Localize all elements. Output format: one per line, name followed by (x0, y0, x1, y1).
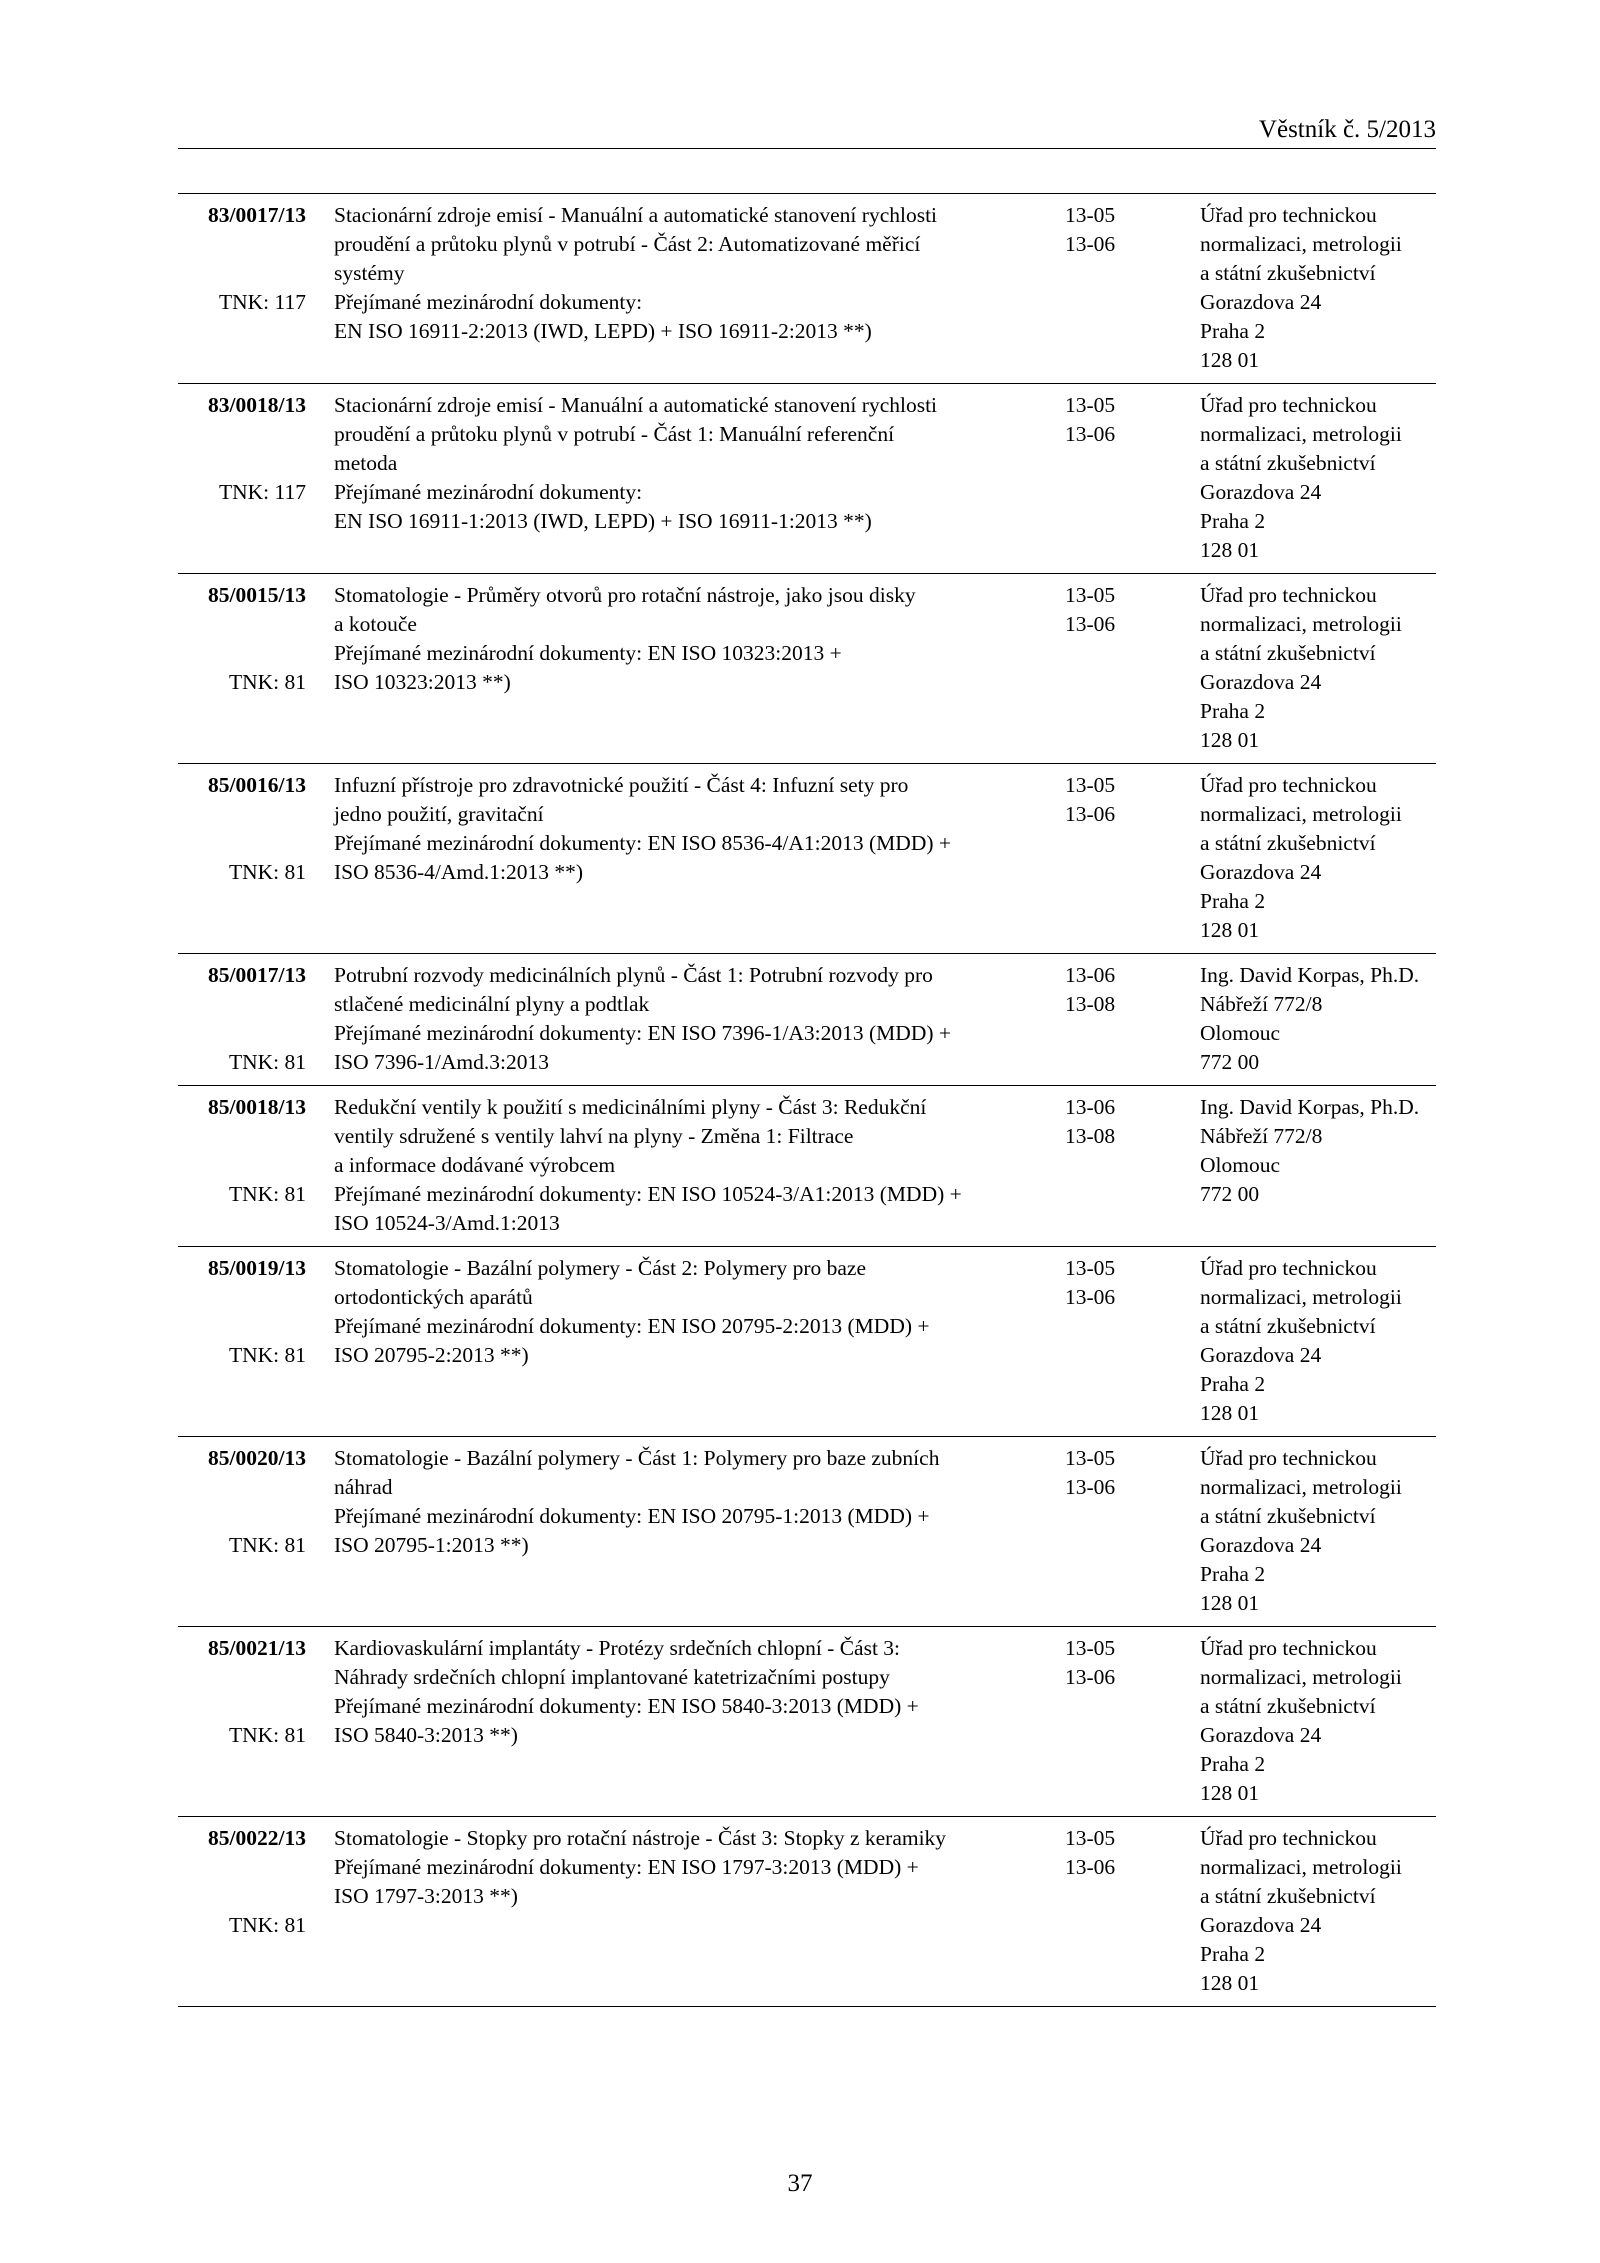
dates-cell (1065, 201, 1145, 259)
address-line: a státní zkušebnictví (1200, 831, 1376, 855)
standard-number: 85/0022/13 (208, 1826, 306, 1850)
description-line: ISO 10323:2013 **) (334, 670, 511, 694)
description-line: ISO 10524-3/Amd.1:2013 (334, 1211, 560, 1235)
address-line: 128 01 (1200, 538, 1260, 562)
dates-cell (1065, 581, 1145, 639)
address-line: Gorazdova 24 (1200, 860, 1322, 884)
tnk-label: TNK: 81 (228, 1723, 306, 1747)
entry-code-cell (178, 771, 306, 945)
description-line: jedno použití, gravitační (334, 802, 544, 826)
address-line: normalizaci, metrologii (1200, 232, 1402, 256)
tnk-label: TNK: 81 (228, 670, 306, 694)
date-value: 13-08 (1065, 992, 1116, 1016)
address-cell (1200, 391, 1440, 565)
entry-code-cell (178, 201, 306, 375)
date-value: 13-05 (1065, 583, 1116, 607)
description-line: a informace dodávané výrobcem (334, 1153, 616, 1177)
address-line: 772 00 (1200, 1182, 1260, 1206)
address-line: 128 01 (1200, 918, 1260, 942)
description-line: Náhrady srdečních chlopní implantované katetrizačními postupy (334, 1665, 890, 1689)
address-line: Úřad pro technickou (1200, 1446, 1377, 1470)
description-cell (334, 961, 1034, 1077)
tnk-label: TNK: 117 (219, 480, 306, 504)
address-line: normalizaci, metrologii (1200, 1475, 1402, 1499)
dates-cell (1065, 391, 1145, 449)
address-line: 128 01 (1200, 1971, 1260, 1995)
entry-code-cell (178, 1824, 306, 1998)
publication-title: Věstník č. 5/2013 (1258, 116, 1436, 143)
description-line: Přejímané mezinárodní dokumenty: EN ISO 20795-2:2013 (MDD) + (334, 1314, 930, 1338)
address-line: Praha 2 (1200, 699, 1266, 723)
description-line: Přejímané mezinárodní dokumenty: EN ISO 20795-1:2013 (MDD) + (334, 1504, 930, 1528)
address-line: Praha 2 (1200, 1562, 1266, 1586)
address-cell (1200, 201, 1440, 375)
description-cell (334, 1634, 1034, 1750)
date-value: 13-06 (1065, 1665, 1116, 1689)
address-cell (1200, 1254, 1440, 1428)
description-line: Redukční ventily k použití s medicinálními plyny - Část 3: Redukční (334, 1095, 927, 1119)
date-value: 13-06 (1065, 802, 1116, 826)
address-cell (1200, 1093, 1440, 1209)
date-value: 13-06 (1065, 1095, 1116, 1119)
description-cell (334, 201, 1034, 346)
description-cell (334, 391, 1034, 536)
description-cell (334, 1093, 1034, 1238)
date-value: 13-06 (1065, 1285, 1116, 1309)
standard-number: 83/0017/13 (208, 203, 306, 227)
standards-table (178, 193, 1436, 2007)
address-line: Praha 2 (1200, 1752, 1266, 1776)
address-line: Olomouc (1200, 1021, 1281, 1045)
date-value: 13-05 (1065, 1826, 1116, 1850)
description-line: Stomatologie - Průměry otvorů pro rotační nástroje, jako jsou disky (334, 583, 916, 607)
standard-number: 85/0020/13 (208, 1446, 306, 1470)
address-line: normalizaci, metrologii (1200, 422, 1402, 446)
description-line: Stomatologie - Stopky pro rotační nástroje - Část 3: Stopky z keramiky (334, 1826, 947, 1850)
date-value: 13-06 (1065, 1855, 1116, 1879)
description-line: Stomatologie - Bazální polymery - Část 2: Polymery pro baze (334, 1256, 867, 1280)
description-line: metoda (334, 451, 398, 475)
address-line: Úřad pro technickou (1200, 1256, 1377, 1280)
date-value: 13-08 (1065, 1124, 1116, 1148)
tnk-label: TNK: 81 (228, 1050, 306, 1074)
address-cell (1200, 1634, 1440, 1808)
date-value: 13-05 (1065, 773, 1116, 797)
address-line: Praha 2 (1200, 1372, 1266, 1396)
description-line: EN ISO 16911-1:2013 (IWD, LEPD) + ISO 16911-1:2013 **) (334, 509, 872, 533)
standard-number: 85/0019/13 (208, 1256, 306, 1280)
address-line: Praha 2 (1200, 319, 1266, 343)
date-value: 13-05 (1065, 1256, 1116, 1280)
address-line: Praha 2 (1200, 509, 1266, 533)
address-line: Gorazdova 24 (1200, 1723, 1322, 1747)
table-row (178, 1437, 1436, 1627)
description-line: proudění a průtoku plynů v potrubí - Část 1: Manuální referenční (334, 422, 895, 446)
standard-number: 85/0018/13 (208, 1095, 306, 1119)
address-cell (1200, 581, 1440, 755)
description-line: Přejímané mezinárodní dokumenty: EN ISO 10524-3/A1:2013 (MDD) + (334, 1182, 962, 1206)
address-line: 772 00 (1200, 1050, 1260, 1074)
date-value: 13-05 (1065, 1636, 1116, 1660)
description-line: náhrad (334, 1475, 393, 1499)
description-line: Potrubní rozvody medicinálních plynů - Část 1: Potrubní rozvody pro (334, 963, 933, 987)
description-cell (334, 1254, 1034, 1370)
address-cell (1200, 771, 1440, 945)
description-line: Přejímané mezinárodní dokumenty: EN ISO 5840-3:2013 (MDD) + (334, 1694, 919, 1718)
address-line: Gorazdova 24 (1200, 670, 1322, 694)
address-cell (1200, 1444, 1440, 1618)
date-value: 13-06 (1065, 963, 1116, 987)
tnk-label: TNK: 117 (219, 290, 306, 314)
description-line: ventily sdružené s ventily lahví na plyny - Změna 1: Filtrace (334, 1124, 854, 1148)
table-row (178, 384, 1436, 574)
tnk-label: TNK: 81 (228, 1182, 306, 1206)
address-cell (1200, 961, 1440, 1077)
address-line: a státní zkušebnictví (1200, 641, 1376, 665)
address-line: a státní zkušebnictví (1200, 451, 1376, 475)
address-line: Gorazdova 24 (1200, 1913, 1322, 1937)
address-line: Praha 2 (1200, 889, 1266, 913)
standard-number: 83/0018/13 (208, 393, 306, 417)
address-line: Ing. David Korpas, Ph.D. (1200, 1095, 1420, 1119)
description-line: stlačené medicinální plyny a podtlak (334, 992, 650, 1016)
address-line: Gorazdova 24 (1200, 290, 1322, 314)
description-line: Přejímané mezinárodní dokumenty: (334, 290, 643, 314)
date-value: 13-06 (1065, 612, 1116, 636)
date-value: 13-06 (1065, 1475, 1116, 1499)
table-row (178, 1247, 1436, 1437)
description-line: ISO 1797-3:2013 **) (334, 1884, 518, 1908)
address-line: 128 01 (1200, 1781, 1260, 1805)
table-row (178, 1817, 1436, 2007)
description-line: Infuzní přístroje pro zdravotnické použití - Část 4: Infuzní sety pro (334, 773, 909, 797)
address-line: Gorazdova 24 (1200, 480, 1322, 504)
description-line: Stacionární zdroje emisí - Manuální a automatické stanovení rychlosti (334, 203, 938, 227)
description-line: a kotouče (334, 612, 417, 636)
address-line: normalizaci, metrologii (1200, 1285, 1402, 1309)
dates-cell (1065, 771, 1145, 829)
address-line: 128 01 (1200, 728, 1260, 752)
page-number: 37 (787, 2170, 813, 2197)
description-line: ISO 8536-4/Amd.1:2013 **) (334, 860, 584, 884)
address-line: a státní zkušebnictví (1200, 1884, 1376, 1908)
entry-code-cell (178, 1093, 306, 1238)
description-cell (334, 771, 1034, 887)
description-line: Přejímané mezinárodní dokumenty: EN ISO 8536-4/A1:2013 (MDD) + (334, 831, 952, 855)
address-line: Úřad pro technickou (1200, 583, 1377, 607)
address-line: Úřad pro technickou (1200, 393, 1377, 417)
table-row (178, 1086, 1436, 1247)
address-line: Praha 2 (1200, 1942, 1266, 1966)
address-line: Úřad pro technickou (1200, 1636, 1377, 1660)
dates-cell (1065, 1634, 1145, 1692)
dates-cell (1065, 961, 1145, 1019)
address-line: a státní zkušebnictví (1200, 1694, 1376, 1718)
description-line: proudění a průtoku plynů v potrubí - Část 2: Automatizované měřicí (334, 232, 921, 256)
address-line: Gorazdova 24 (1200, 1343, 1322, 1367)
tnk-label: TNK: 81 (228, 1533, 306, 1557)
description-line: ISO 20795-1:2013 **) (334, 1533, 529, 1557)
page-header (178, 112, 1436, 149)
table-row (178, 764, 1436, 954)
description-line: Přejímané mezinárodní dokumenty: (334, 480, 643, 504)
address-line: Nábřeží 772/8 (1200, 1124, 1323, 1148)
address-line: 128 01 (1200, 1401, 1260, 1425)
address-line: normalizaci, metrologii (1200, 802, 1402, 826)
tnk-label: TNK: 81 (228, 860, 306, 884)
standard-number: 85/0017/13 (208, 963, 306, 987)
address-line: 128 01 (1200, 1591, 1260, 1615)
description-line: Přejímané mezinárodní dokumenty: EN ISO 7396-1/A3:2013 (MDD) + (334, 1021, 952, 1045)
address-line: Ing. David Korpas, Ph.D. (1200, 963, 1420, 987)
table-row (178, 574, 1436, 764)
address-line: a státní zkušebnictví (1200, 1314, 1376, 1338)
address-line: normalizaci, metrologii (1200, 1855, 1402, 1879)
address-line: normalizaci, metrologii (1200, 1665, 1402, 1689)
description-line: Stomatologie - Bazální polymery - Část 1: Polymery pro baze zubních (334, 1446, 940, 1470)
standard-number: 85/0015/13 (208, 583, 306, 607)
table-row (178, 194, 1436, 384)
address-line: Olomouc (1200, 1153, 1281, 1177)
description-cell (334, 581, 1034, 697)
address-line: Úřad pro technickou (1200, 773, 1377, 797)
entry-code-cell (178, 1444, 306, 1618)
description-line: ortodontických aparátů (334, 1285, 533, 1309)
table-row (178, 954, 1436, 1086)
address-line: Nábřeží 772/8 (1200, 992, 1323, 1016)
date-value: 13-06 (1065, 232, 1116, 256)
description-line: ISO 20795-2:2013 **) (334, 1343, 529, 1367)
date-value: 13-06 (1065, 422, 1116, 446)
date-value: 13-05 (1065, 1446, 1116, 1470)
tnk-label: TNK: 81 (228, 1343, 306, 1367)
description-cell (334, 1824, 1034, 1911)
description-line: systémy (334, 261, 405, 285)
description-line: Kardiovaskulární implantáty - Protézy srdečních chlopní - Část 3: (334, 1636, 901, 1660)
description-line: Přejímané mezinárodní dokumenty: EN ISO 10323:2013 + (334, 641, 842, 665)
dates-cell (1065, 1824, 1145, 1882)
address-line: a státní zkušebnictví (1200, 261, 1376, 285)
dates-cell (1065, 1444, 1145, 1502)
address-cell (1200, 1824, 1440, 1998)
tnk-label: TNK: 81 (228, 1913, 306, 1937)
description-line: EN ISO 16911-2:2013 (IWD, LEPD) + ISO 16911-2:2013 **) (334, 319, 872, 343)
description-line: Přejímané mezinárodní dokumenty: EN ISO 1797-3:2013 (MDD) + (334, 1855, 919, 1879)
entry-code-cell (178, 1634, 306, 1808)
address-line: a státní zkušebnictví (1200, 1504, 1376, 1528)
description-cell (334, 1444, 1034, 1560)
description-line: ISO 5840-3:2013 **) (334, 1723, 518, 1747)
entry-code-cell (178, 1254, 306, 1428)
standard-number: 85/0021/13 (208, 1636, 306, 1660)
address-line: Gorazdova 24 (1200, 1533, 1322, 1557)
entry-code-cell (178, 581, 306, 755)
description-line: ISO 7396-1/Amd.3:2013 (334, 1050, 549, 1074)
dates-cell (1065, 1093, 1145, 1151)
dates-cell (1065, 1254, 1145, 1312)
date-value: 13-05 (1065, 203, 1116, 227)
date-value: 13-05 (1065, 393, 1116, 417)
table-row (178, 1627, 1436, 1817)
address-line: Úřad pro technickou (1200, 203, 1377, 227)
address-line: Úřad pro technickou (1200, 1826, 1377, 1850)
entry-code-cell (178, 391, 306, 565)
address-line: normalizaci, metrologii (1200, 612, 1402, 636)
entry-code-cell (178, 961, 306, 1077)
address-line: 128 01 (1200, 348, 1260, 372)
standard-number: 85/0016/13 (208, 773, 306, 797)
description-line: Stacionární zdroje emisí - Manuální a automatické stanovení rychlosti (334, 393, 938, 417)
